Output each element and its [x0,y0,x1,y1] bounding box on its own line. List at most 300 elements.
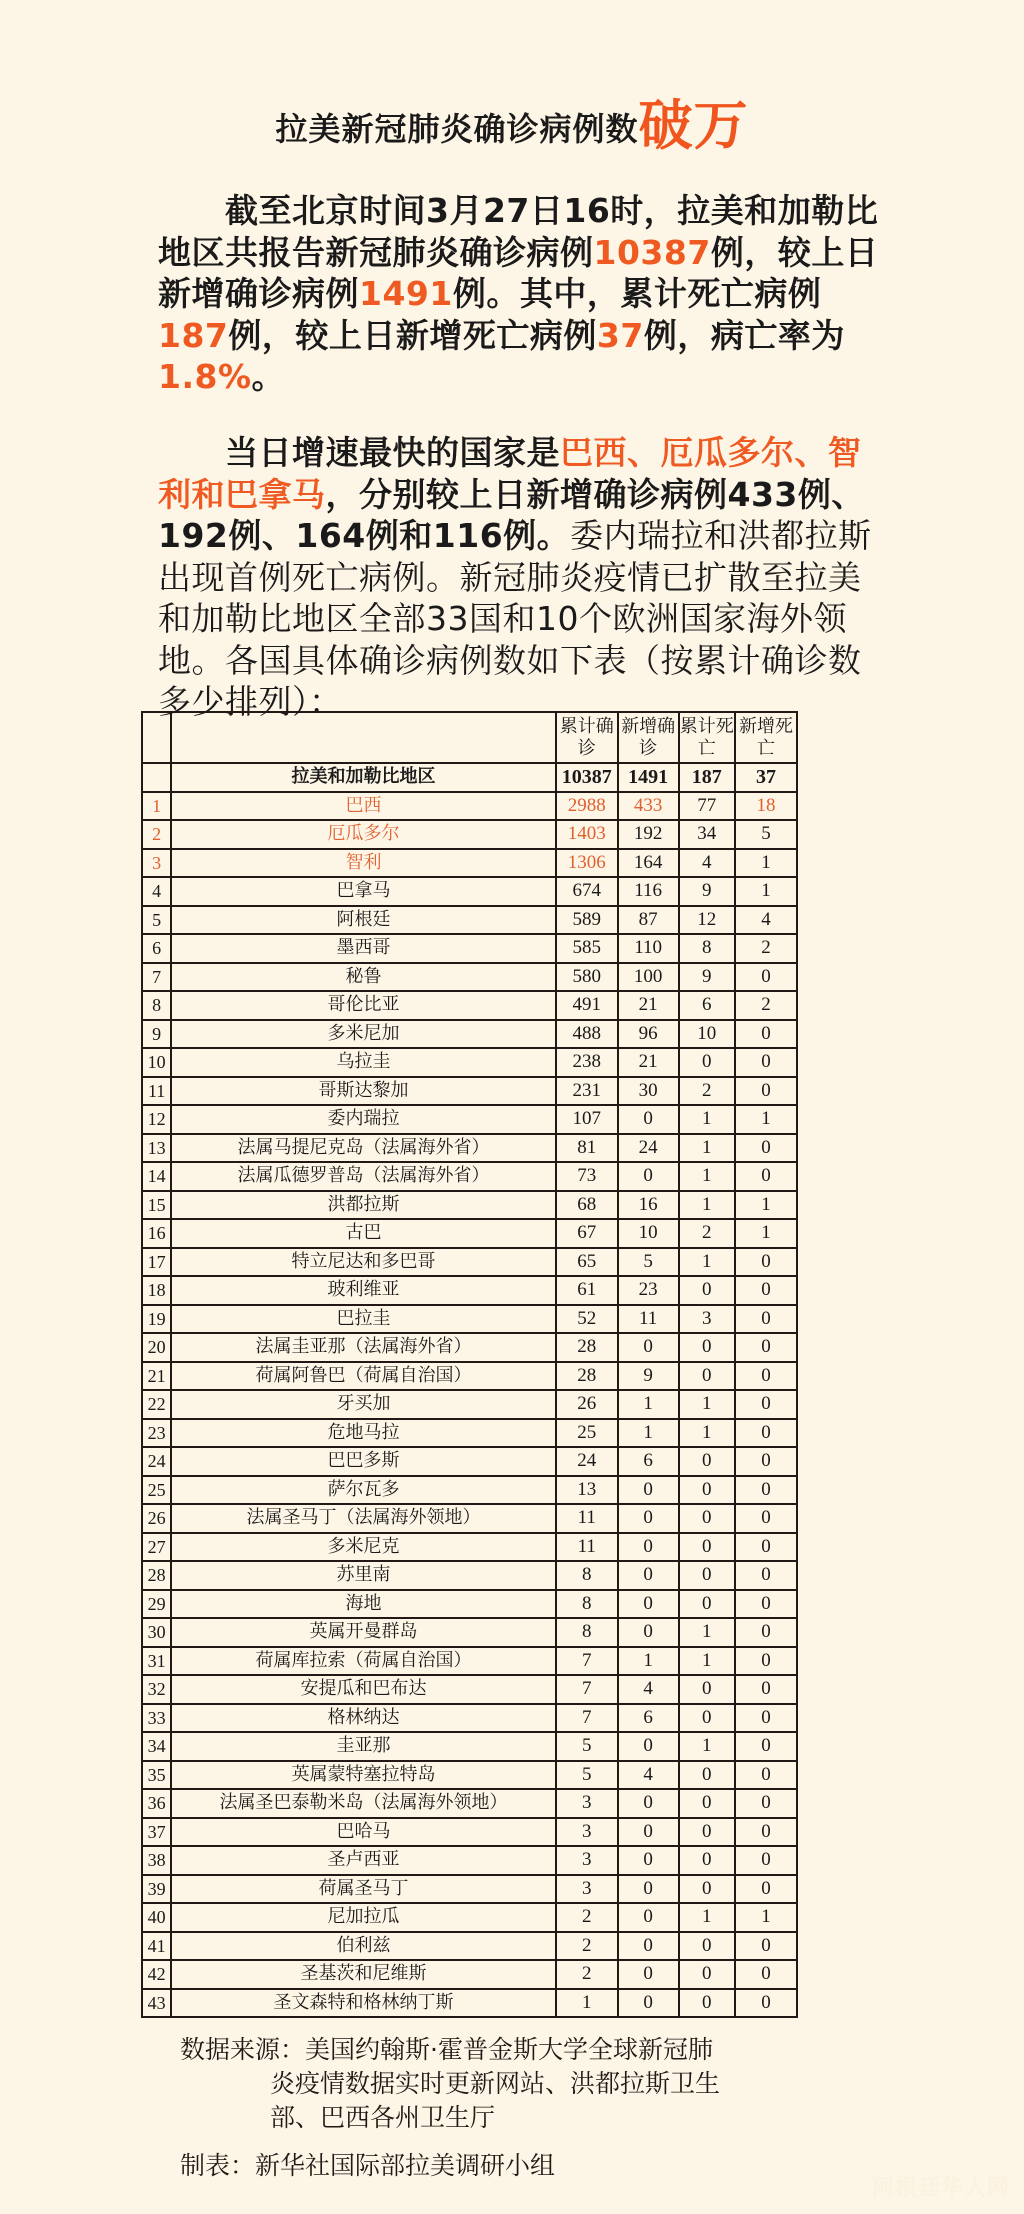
total-name: 拉美和加勒比地区 [171,763,555,792]
row-new-deaths: 1 [735,877,797,906]
row-new-deaths: 0 [735,1533,797,1562]
row-new-confirmed: 0 [618,1903,679,1932]
row-new-deaths: 0 [735,1362,797,1391]
row-region-name: 智利 [171,849,555,878]
paragraph1-segment: 37 [596,315,644,355]
row-new-confirmed: 21 [618,991,679,1020]
page-title [0,96,1024,159]
row-new-confirmed: 0 [618,1476,679,1505]
row-cum-deaths: 0 [679,1675,735,1704]
row-region-name: 法属圣巴泰勒米岛（法属海外领地） [171,1789,555,1818]
row-region-name: 洪都拉斯 [171,1191,555,1220]
row-cum-deaths: 8 [679,934,735,963]
table-row [142,1732,797,1761]
row-cum-deaths: 0 [679,1533,735,1562]
header-cum-confirmed: 累计确诊 [556,712,618,763]
row-new-deaths: 0 [735,1761,797,1790]
watermark: 阿根廷华人网 [871,2176,1010,2201]
row-cum-confirmed: 3 [556,1846,618,1875]
row-region-name: 法属马提尼克岛（法属海外省） [171,1134,555,1163]
row-cum-deaths: 1 [679,1105,735,1134]
row-cum-deaths: 0 [679,1704,735,1733]
row-cum-confirmed: 25 [556,1419,618,1448]
row-cum-deaths: 2 [679,1077,735,1106]
table-row [142,1960,797,1989]
table-row [142,1248,797,1277]
row-new-confirmed: 6 [618,1447,679,1476]
row-cum-deaths: 0 [679,1846,735,1875]
table-row [142,792,797,821]
row-cum-deaths: 10 [679,1020,735,1049]
table-row [142,1333,797,1362]
row-new-deaths: 0 [735,1162,797,1191]
table-row [142,1219,797,1248]
row-cum-confirmed: 3 [556,1875,618,1904]
row-cum-deaths: 2 [679,1219,735,1248]
row-region-name: 玻利维亚 [171,1276,555,1305]
row-new-confirmed: 100 [618,963,679,992]
row-new-deaths: 0 [735,1818,797,1847]
table-row [142,1903,797,1932]
maker-label: 制表： [180,2151,256,2180]
row-index: 29 [142,1590,171,1619]
row-new-confirmed: 0 [618,1732,679,1761]
row-index: 5 [142,906,171,935]
row-cum-deaths: 34 [679,820,735,849]
row-index: 18 [142,1276,171,1305]
row-region-name: 巴哈马 [171,1818,555,1847]
row-index: 1 [142,792,171,821]
row-cum-deaths: 1 [679,1903,735,1932]
data-source-line-1: 美国约翰斯·霍普金斯大学全球新冠肺 [305,2035,713,2064]
row-cum-deaths: 77 [679,792,735,821]
row-new-deaths: 0 [735,1333,797,1362]
row-region-name: 委内瑞拉 [171,1105,555,1134]
row-region-name: 特立尼达和多巴哥 [171,1248,555,1277]
row-region-name: 荷属阿鲁巴（荷属自治国） [171,1362,555,1391]
row-cum-deaths: 0 [679,1761,735,1790]
table-row [142,1105,797,1134]
row-new-deaths: 1 [735,1191,797,1220]
row-new-deaths: 0 [735,963,797,992]
total-new-deaths: 37 [735,763,797,792]
row-index: 6 [142,934,171,963]
table-row [142,1020,797,1049]
row-cum-confirmed: 2 [556,1960,618,1989]
table-row [142,1761,797,1790]
row-index: 35 [142,1761,171,1790]
row-cum-confirmed: 589 [556,906,618,935]
total-index [142,763,171,792]
row-region-name: 哥斯达黎加 [171,1077,555,1106]
row-new-confirmed: 87 [618,906,679,935]
row-region-name: 英属蒙特塞拉特岛 [171,1761,555,1790]
row-index: 40 [142,1903,171,1932]
row-cum-confirmed: 7 [556,1647,618,1676]
row-new-deaths: 1 [735,1903,797,1932]
row-cum-deaths: 1 [679,1618,735,1647]
row-index: 32 [142,1675,171,1704]
row-cum-deaths: 1 [679,1390,735,1419]
row-cum-deaths: 0 [679,1590,735,1619]
row-new-deaths: 18 [735,792,797,821]
row-new-deaths: 0 [735,1590,797,1619]
row-region-name: 秘鲁 [171,963,555,992]
table-header-row [142,712,797,763]
row-cum-deaths: 0 [679,1276,735,1305]
row-cum-confirmed: 5 [556,1732,618,1761]
table-row [142,963,797,992]
table-row [142,1476,797,1505]
row-new-deaths: 0 [735,1704,797,1733]
row-cum-confirmed: 3 [556,1789,618,1818]
row-cum-deaths: 0 [679,1875,735,1904]
row-index: 7 [142,963,171,992]
row-cum-confirmed: 11 [556,1504,618,1533]
row-new-deaths: 0 [735,1020,797,1049]
row-region-name: 巴西 [171,792,555,821]
row-region-name: 圭亚那 [171,1732,555,1761]
row-new-deaths: 4 [735,906,797,935]
row-index: 39 [142,1875,171,1904]
table-row [142,991,797,1020]
paragraph1-segment: 例，较上日新增死亡病例 [228,315,597,355]
row-cum-confirmed: 2 [556,1932,618,1961]
row-cum-deaths: 4 [679,849,735,878]
cases-table [141,711,798,2018]
row-cum-deaths: 0 [679,1362,735,1391]
row-cum-confirmed: 1 [556,1989,618,2018]
row-index: 12 [142,1105,171,1134]
row-region-name: 苏里南 [171,1561,555,1590]
row-new-confirmed: 0 [618,1561,679,1590]
row-index: 25 [142,1476,171,1505]
row-new-confirmed: 9 [618,1362,679,1391]
row-cum-confirmed: 107 [556,1105,618,1134]
row-index: 21 [142,1362,171,1391]
summary-paragraph [158,190,890,398]
row-index: 42 [142,1960,171,1989]
row-cum-confirmed: 8 [556,1561,618,1590]
table-row [142,1818,797,1847]
row-new-confirmed: 0 [618,1162,679,1191]
row-new-deaths: 0 [735,1248,797,1277]
row-region-name: 荷属库拉索（荷属自治国） [171,1647,555,1676]
row-cum-deaths: 0 [679,1989,735,2018]
row-region-name: 伯利兹 [171,1932,555,1961]
row-new-confirmed: 0 [618,1504,679,1533]
row-index: 23 [142,1419,171,1448]
row-region-name: 阿根廷 [171,906,555,935]
row-index: 22 [142,1390,171,1419]
table-row [142,934,797,963]
row-new-deaths: 0 [735,1989,797,2018]
row-new-confirmed: 30 [618,1077,679,1106]
row-index: 41 [142,1932,171,1961]
row-new-deaths: 1 [735,1219,797,1248]
row-cum-deaths: 9 [679,963,735,992]
paragraph1-segment: 。 [251,357,286,396]
table-row [142,1305,797,1334]
row-new-confirmed: 16 [618,1191,679,1220]
paragraph2-segment: 当日增速最快的国家是 [225,433,560,472]
row-index: 16 [142,1219,171,1248]
row-cum-confirmed: 2 [556,1903,618,1932]
row-new-confirmed: 6 [618,1704,679,1733]
row-new-confirmed: 5 [618,1248,679,1277]
paragraph1-segment: 例，较上日新增确诊病例 [158,232,879,313]
row-index: 37 [142,1818,171,1847]
data-source-line-3: 部、巴西各州卫生厅 [270,2103,496,2132]
table-row [142,1618,797,1647]
row-region-name: 危地马拉 [171,1419,555,1448]
row-region-name: 格林纳达 [171,1704,555,1733]
row-new-deaths: 0 [735,1561,797,1590]
row-new-confirmed: 0 [618,1960,679,1989]
row-region-name: 圣基茨和尼维斯 [171,1960,555,1989]
total-cum-confirmed: 10387 [556,763,618,792]
row-new-confirmed: 0 [618,1989,679,2018]
table-row [142,1675,797,1704]
row-new-deaths: 0 [735,1504,797,1533]
row-region-name: 哥伦比亚 [171,991,555,1020]
row-new-confirmed: 433 [618,792,679,821]
row-cum-confirmed: 28 [556,1333,618,1362]
paragraph2-segment: ，分别较上日新增确诊病例433例、192例、164例和116例。 [158,474,865,555]
row-cum-deaths: 12 [679,906,735,935]
row-new-deaths: 2 [735,934,797,963]
table-row [142,849,797,878]
row-new-confirmed: 0 [618,1932,679,1961]
row-cum-confirmed: 52 [556,1305,618,1334]
title-highlight: 破万 [638,94,749,157]
table-row [142,877,797,906]
row-cum-confirmed: 67 [556,1219,618,1248]
paragraph1-segment: 10387 [593,232,711,272]
row-new-deaths: 0 [735,1419,797,1448]
row-cum-deaths: 0 [679,1504,735,1533]
row-cum-confirmed: 238 [556,1048,618,1077]
table-row [142,1875,797,1904]
header-name [171,712,555,763]
row-cum-confirmed: 81 [556,1134,618,1163]
row-new-confirmed: 1 [618,1647,679,1676]
row-index: 4 [142,877,171,906]
row-cum-confirmed: 61 [556,1276,618,1305]
row-new-confirmed: 10 [618,1219,679,1248]
row-cum-confirmed: 7 [556,1704,618,1733]
row-index: 10 [142,1048,171,1077]
row-index: 27 [142,1533,171,1562]
row-new-confirmed: 116 [618,877,679,906]
row-cum-confirmed: 5 [556,1761,618,1790]
row-index: 26 [142,1504,171,1533]
table-row [142,1048,797,1077]
row-new-deaths: 0 [735,1846,797,1875]
row-cum-confirmed: 73 [556,1162,618,1191]
row-region-name: 多米尼克 [171,1533,555,1562]
row-region-name: 圣文森特和格林纳丁斯 [171,1989,555,2018]
row-index: 24 [142,1447,171,1476]
row-index: 38 [142,1846,171,1875]
table-row [142,1276,797,1305]
row-cum-deaths: 0 [679,1789,735,1818]
row-new-deaths: 0 [735,1077,797,1106]
row-cum-deaths: 1 [679,1162,735,1191]
row-new-confirmed: 0 [618,1105,679,1134]
table-row [142,1789,797,1818]
data-source-line-2: 炎疫情数据实时更新网站、洪都拉斯卫生 [270,2069,721,2098]
row-cum-deaths: 0 [679,1932,735,1961]
row-cum-deaths: 0 [679,1333,735,1362]
row-new-confirmed: 0 [618,1590,679,1619]
row-cum-deaths: 1 [679,1419,735,1448]
row-new-deaths: 2 [735,991,797,1020]
row-new-deaths: 0 [735,1732,797,1761]
row-new-deaths: 0 [735,1134,797,1163]
row-cum-confirmed: 3 [556,1818,618,1847]
table-row [142,1533,797,1562]
footer [180,2033,900,2183]
row-new-deaths: 0 [735,1875,797,1904]
row-cum-confirmed: 28 [556,1362,618,1391]
table-row [142,1419,797,1448]
row-region-name: 尼加拉瓜 [171,1903,555,1932]
row-new-deaths: 0 [735,1390,797,1419]
row-cum-deaths: 0 [679,1960,735,1989]
row-index: 2 [142,820,171,849]
table-row [142,820,797,849]
row-cum-confirmed: 65 [556,1248,618,1277]
row-cum-confirmed: 68 [556,1191,618,1220]
row-index: 19 [142,1305,171,1334]
row-cum-confirmed: 13 [556,1476,618,1505]
row-new-confirmed: 11 [618,1305,679,1334]
table-row [142,1134,797,1163]
row-cum-deaths: 1 [679,1732,735,1761]
row-cum-confirmed: 11 [556,1533,618,1562]
row-cum-confirmed: 8 [556,1590,618,1619]
fastest-growth-paragraph [158,432,890,723]
row-cum-deaths: 1 [679,1647,735,1676]
row-cum-confirmed: 24 [556,1447,618,1476]
row-new-confirmed: 0 [618,1789,679,1818]
row-region-name: 多米尼加 [171,1020,555,1049]
table-row [142,1447,797,1476]
row-index: 14 [142,1162,171,1191]
row-index: 43 [142,1989,171,2018]
row-cum-confirmed: 580 [556,963,618,992]
row-region-name: 巴拉圭 [171,1305,555,1334]
row-new-confirmed: 0 [618,1818,679,1847]
table-row [142,1162,797,1191]
row-cum-deaths: 1 [679,1248,735,1277]
row-region-name: 英属开曼群岛 [171,1618,555,1647]
paragraph2-segment: 巴西、厄瓜多尔、智利和巴拿马 [158,433,862,514]
row-cum-deaths: 0 [679,1818,735,1847]
paragraph1-segment: 例，病亡率为 [643,315,845,355]
paragraph1-segment: 例。其中，累计死亡病例 [452,274,822,313]
header-new-deaths: 新增死亡 [735,712,797,763]
table-row [142,1704,797,1733]
row-cum-deaths: 1 [679,1134,735,1163]
data-source [180,2033,900,2067]
row-new-deaths: 0 [735,1647,797,1676]
table-row [142,1989,797,2018]
row-new-deaths: 0 [735,1476,797,1505]
maker-name: 新华社国际部拉美调研小组 [255,2151,556,2180]
table-total-row [142,763,797,792]
row-index: 13 [142,1134,171,1163]
paragraph1-segment: 187 [158,315,229,355]
row-new-deaths: 0 [735,1789,797,1818]
total-cum-deaths: 187 [679,763,735,792]
row-index: 28 [142,1561,171,1590]
header-cum-deaths: 累计死亡 [679,712,735,763]
row-new-deaths: 0 [735,1048,797,1077]
row-new-deaths: 0 [735,1276,797,1305]
paragraph2-segment: 委内瑞拉和洪都拉斯出现首例死亡病例。新冠肺炎疫情已扩散至拉美和加勒比地区全部33国和10个欧洲国家海外领地。各国具体确诊病例数如下表（按累计确诊数多少排列）： [158,516,872,721]
row-region-name: 圣卢西亚 [171,1846,555,1875]
row-cum-confirmed: 7 [556,1675,618,1704]
row-region-name: 巴巴多斯 [171,1447,555,1476]
row-new-confirmed: 4 [618,1761,679,1790]
row-new-confirmed: 21 [618,1048,679,1077]
total-new-confirmed: 1491 [618,763,679,792]
row-index: 17 [142,1248,171,1277]
row-index: 8 [142,991,171,1020]
table-row [142,1561,797,1590]
data-source-label: 数据来源： [180,2035,306,2064]
row-new-confirmed: 23 [618,1276,679,1305]
table-row [142,1590,797,1619]
row-new-deaths: 0 [735,1447,797,1476]
row-new-confirmed: 0 [618,1875,679,1904]
row-cum-confirmed: 488 [556,1020,618,1049]
table-row [142,1362,797,1391]
header-new-confirmed: 新增确诊 [618,712,679,763]
row-index: 31 [142,1647,171,1676]
row-cum-deaths: 1 [679,1191,735,1220]
row-cum-confirmed: 491 [556,991,618,1020]
row-region-name: 巴拿马 [171,877,555,906]
row-index: 9 [142,1020,171,1049]
row-region-name: 厄瓜多尔 [171,820,555,849]
row-new-confirmed: 4 [618,1675,679,1704]
row-index: 33 [142,1704,171,1733]
table-row [142,1647,797,1676]
row-index: 30 [142,1618,171,1647]
row-cum-confirmed: 26 [556,1390,618,1419]
row-region-name: 荷属圣马丁 [171,1875,555,1904]
row-cum-deaths: 0 [679,1048,735,1077]
row-region-name: 古巴 [171,1219,555,1248]
row-cum-confirmed: 8 [556,1618,618,1647]
table-row [142,1504,797,1533]
table-row [142,1846,797,1875]
row-new-confirmed: 192 [618,820,679,849]
row-region-name: 墨西哥 [171,934,555,963]
row-new-confirmed: 0 [618,1333,679,1362]
row-cum-deaths: 0 [679,1561,735,1590]
paragraph1-segment: 1491 [359,274,453,313]
title-main: 拉美新冠肺炎确诊病例数 [275,110,639,148]
row-region-name: 牙买加 [171,1390,555,1419]
row-new-deaths: 1 [735,849,797,878]
row-cum-deaths: 9 [679,877,735,906]
row-region-name: 乌拉圭 [171,1048,555,1077]
row-new-confirmed: 0 [618,1618,679,1647]
